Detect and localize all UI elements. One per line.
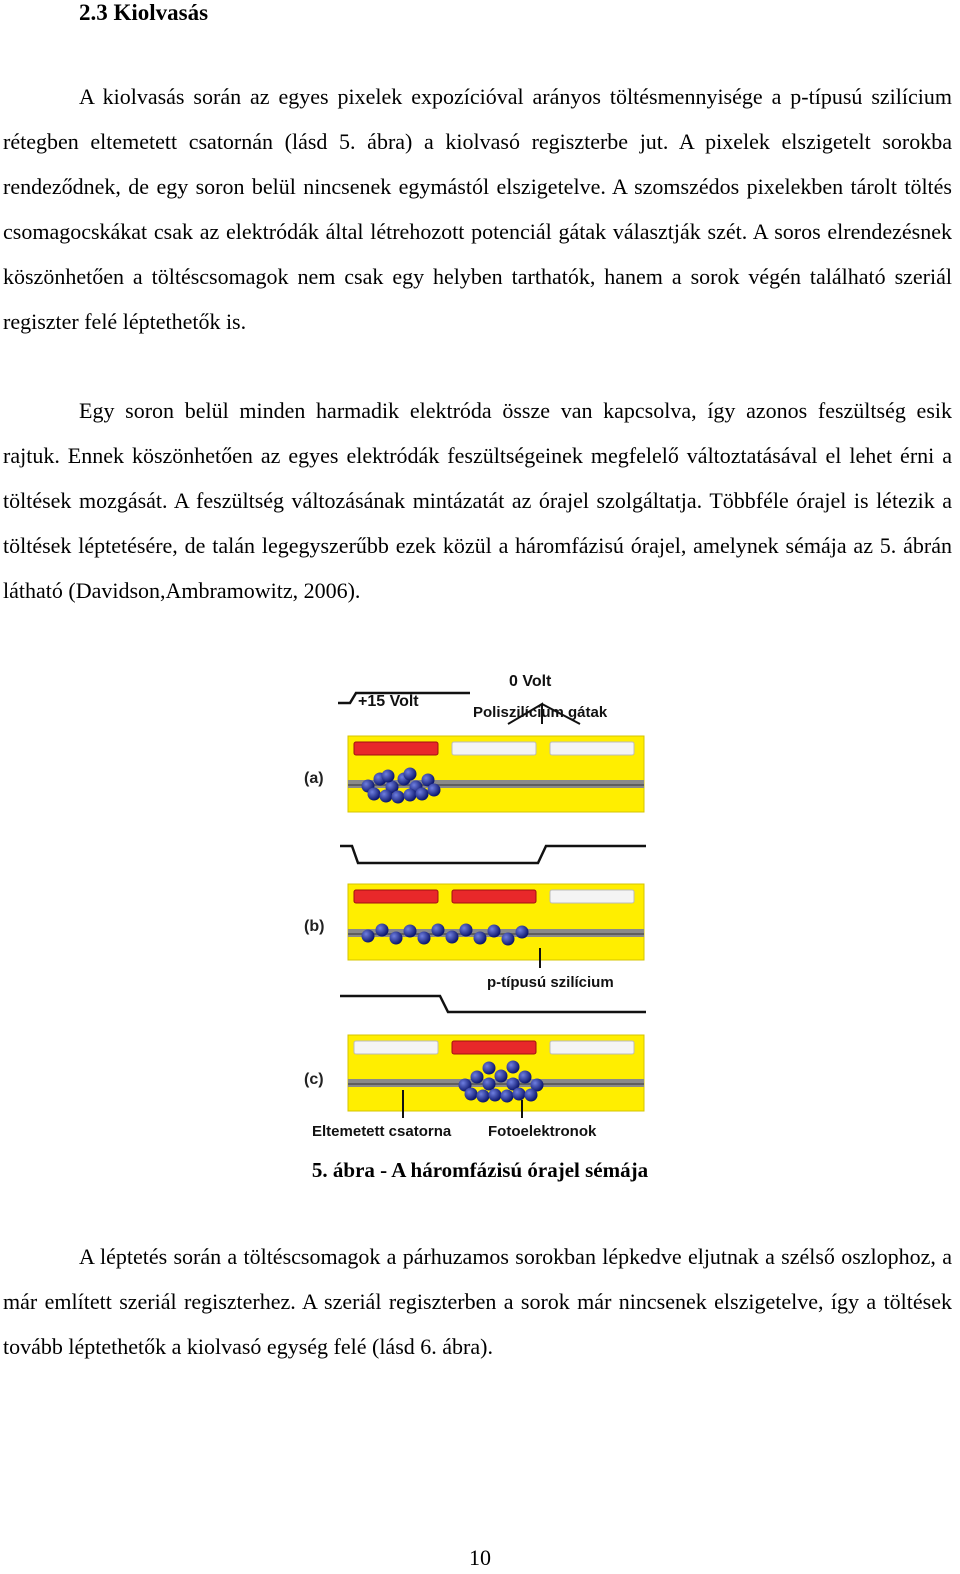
gate-b2 <box>452 890 536 903</box>
label-poly-gates: Poliszilícium gátak <box>473 704 608 721</box>
paragraph-3-text: A léptetés során a töltéscsomagok a párhuzamos sorokban lépkedve eljutnak a szélső oszlophoz, a már említett szeriál regiszterhez. A szeriál regiszterben a sorok már nincsenek elszigetelve, így a töltések tovább léptethetők a kiolvasó egység felé (lásd 6. ábra). <box>3 1244 952 1359</box>
panel-b <box>348 884 644 960</box>
paragraph-1 <box>3 74 952 344</box>
label-plus-15-volt: +15 Volt <box>358 693 419 710</box>
label-photoelectrons: Fotoelektronok <box>488 1123 597 1140</box>
label-panel-a: (a) <box>304 770 324 787</box>
potential-profile-c <box>340 996 646 1012</box>
label-panel-c: (c) <box>304 1071 324 1088</box>
paragraph-3 <box>3 1234 952 1369</box>
label-p-silicon: p-típusú szilícium <box>487 974 614 991</box>
section-heading: 2.3 Kiolvasás <box>79 0 209 25</box>
potential-profile-b <box>340 846 646 863</box>
paragraph-2-text: Egy soron belül minden harmadik elektróda össze van kapcsolva, így azonos feszültség esik rajtuk. Ennek köszönhetően az egyes elektródák feszültségeinek megfelelő változtatásával el lehet érni a töltések mozgását. A feszültség változásának mintázatát az órajel szolgáltatja. Többféle órajel is létezik a töltések léptetésére, de talán legegyszerűbb ezek közül a háromfázisú órajel, amelynek sémája az 5. ábrán látható (Davidson,Ambramowitz, 2006). <box>3 398 952 603</box>
gate-b1 <box>354 890 438 903</box>
figure-caption: 5. ábra - A háromfázisú órajel sémája <box>311 1158 649 1182</box>
label-panel-b: (b) <box>304 918 325 935</box>
gate-c1 <box>354 1041 438 1054</box>
gate-a2 <box>452 742 536 755</box>
label-buried-channel: Eltemetett csatorna <box>312 1123 452 1140</box>
gate-a1 <box>354 742 438 755</box>
gate-a3 <box>550 742 634 755</box>
panel-a <box>348 736 644 812</box>
gate-c3 <box>550 1041 634 1054</box>
three-phase-clock-figure <box>290 666 660 1146</box>
label-zero-volt: 0 Volt <box>509 673 552 690</box>
page-number: 10 <box>469 1545 491 1570</box>
gate-c2 <box>452 1041 536 1054</box>
paragraph-1-text: A kiolvasás során az egyes pixelek expozícióval arányos töltésmennyisége a p-típusú szilícium rétegben eltemetett csatornán (lásd 5. ábra) a kiolvasó regiszterbe jut. A pixelek elszigetelt sorokba rendeződnek, de egy soron belül nincsenek egymástól elszigetelve. A szomszédos pixelekben tárolt töltés csomagocskákat csak az elektródák által létrehozott potenciál gátak választják szét. A soros elrendezésnek köszönhetően a töltéscsomagok nem csak egy helyben tarthatók, hanem a sorok végén található szeriál regiszter felé léptethetők is. <box>3 84 952 334</box>
ccd-diagram <box>290 666 660 1146</box>
gate-b3 <box>550 890 634 903</box>
panel-c <box>348 1035 644 1111</box>
paragraph-2 <box>3 388 952 613</box>
